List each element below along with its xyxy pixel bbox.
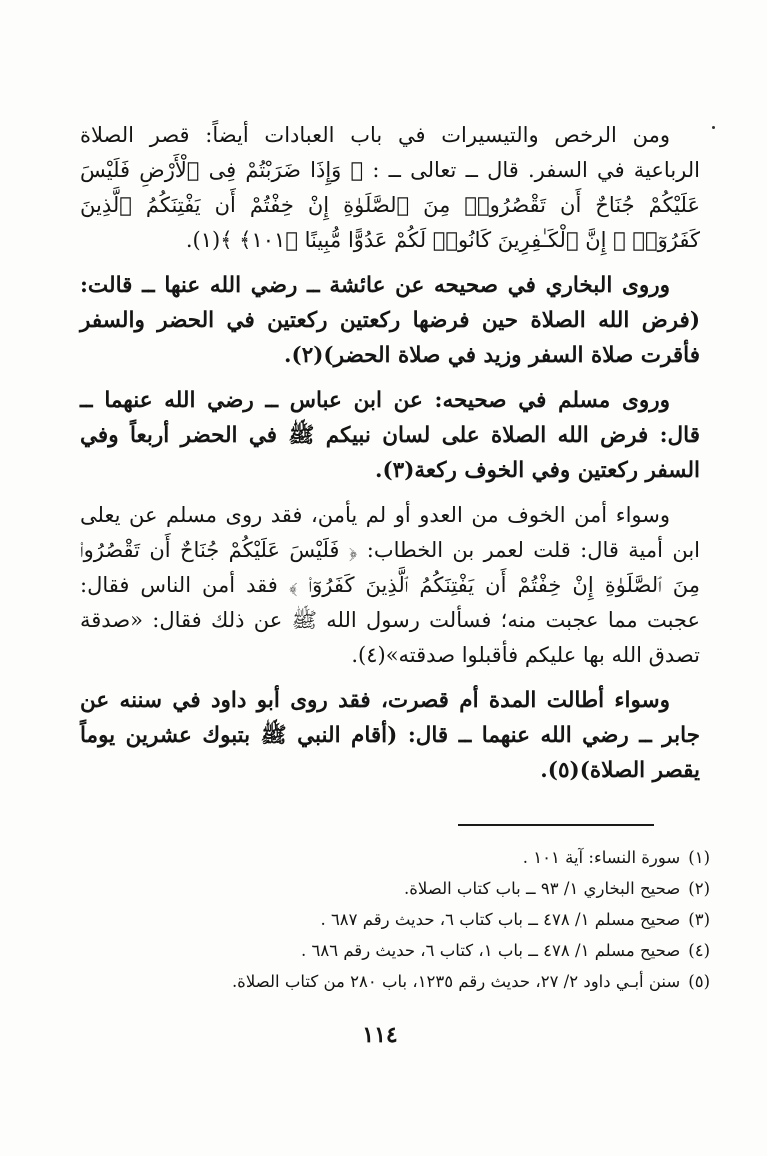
footnote-number: (٤) <box>688 941 710 960</box>
footnote-number: (٢) <box>688 879 710 898</box>
main-text <box>80 118 700 798</box>
footnote-text: سنن أبـي داود ٢/ ٢٧، حديث رقم ١٢٣٥، باب ٢٨٠ من كتاب الصلاة. <box>231 972 681 991</box>
footnotes <box>231 842 710 997</box>
footnote-text: صحيح مسلم ١/ ٤٧٨ ــ باب كتاب ٦، حديث رقم ٦٨٧ . <box>320 910 681 929</box>
footnote-number: (١) <box>688 848 710 867</box>
footnote-text: صحيح البخاري ١/ ٩٣ ــ باب كتاب الصلاة. <box>404 879 681 898</box>
paragraph-travel-prayer: ومن الرخص والتيسيرات في باب العبادات أيضاً: قصر الصلاة الرباعية في السفر. قال ــ تعالى ــ : ﴿ وَإِذَا ضَرَبْتُمْ فِى ٱلْأَرْضِ فَلَيْسَ عَلَيْكُمْ جُنَاحٌ أَن تَقْصُرُوا۟ مِنَ ٱلصَّلَوٰةِ إِنْ خِفْتُمْ أَن يَفْتِنَكُمُ ٱلَّذِينَ كَفَرُوٓا۟ ۚ إِنَّ ٱلْكَـٰفِرِينَ كَانُوا۟ لَكُمْ عَدُوًّا مُّبِينًا ﴿١٠١﴾ ﴾(١). <box>80 123 700 252</box>
footnote <box>300 873 710 904</box>
paragraph-muslim-ibn-abbas: وروى مسلم في صحيحه: عن ابن عباس ــ رضي الله عنهما ــ قال: فرض الله الصلاة على لسان نبيكم ﷺ في الحضر أربعاً وفي السفر ركعتين وفي الخوف ركعة(٣). <box>80 388 700 483</box>
footnote-text: سورة النساء: آية ١٠١ . <box>522 848 681 867</box>
paragraph-bukhari-aisha: وروى البخاري في صحيحه عن عائشة ــ رضي الله عنها ــ قالت: (فرض الله الصلاة حين فرضها ركعتين ركعتين في الحضر والسفر فأقرت صلاة السفر وزيد في صلاة الحضر)(٢). <box>80 273 700 368</box>
footnote-text: صحيح مسلم ١/ ٤٧٨ ــ باب ١، كتاب ٦، حديث رقم ٦٨٦ . <box>300 941 681 960</box>
footnote-separator <box>458 824 654 826</box>
footnote <box>300 842 710 873</box>
footnote <box>231 966 710 997</box>
footnote <box>300 904 710 935</box>
paragraph-abu-dawud-jabir: وسواء أطالت المدة أم قصرت، فقد روى أبو داود في سننه عن جابر ــ رضي الله عنهما ــ قال: (أقام النبي ﷺ بتبوك عشرين يوماً يقصر الصلاة)(٥). <box>80 688 700 783</box>
page-number: ١١٤ <box>362 1022 398 1048</box>
paragraph-muslim-yala: وسواء أمن الخوف من العدو أو لم يأمن، فقد روى مسلم عن يعلى ابن أمية قال: قلت لعمر بن الخطاب: ﴿ فَلَيْسَ عَلَيْكُمْ جُنَاحٌ أَن تَقْصُرُوا۟ مِنَ ٱلصَّلَوٰةِ إِنْ خِفْتُمْ أَن يَفْتِنَكُمُ ٱلَّذِينَ كَفَرُوٓا۟ ﴾ فقد أمن الناس فقال: عجبت مما عجبت منه؛ فسألت رسول الله ﷺ عن ذلك فقال: «صدقة تصدق الله بها عليكم فأقبلوا صدقته»(٤). <box>80 503 700 667</box>
footnote-number: (٥) <box>688 972 710 991</box>
footnote <box>300 935 710 966</box>
footnote-number: (٣) <box>688 910 710 929</box>
ink-dot <box>712 126 715 129</box>
